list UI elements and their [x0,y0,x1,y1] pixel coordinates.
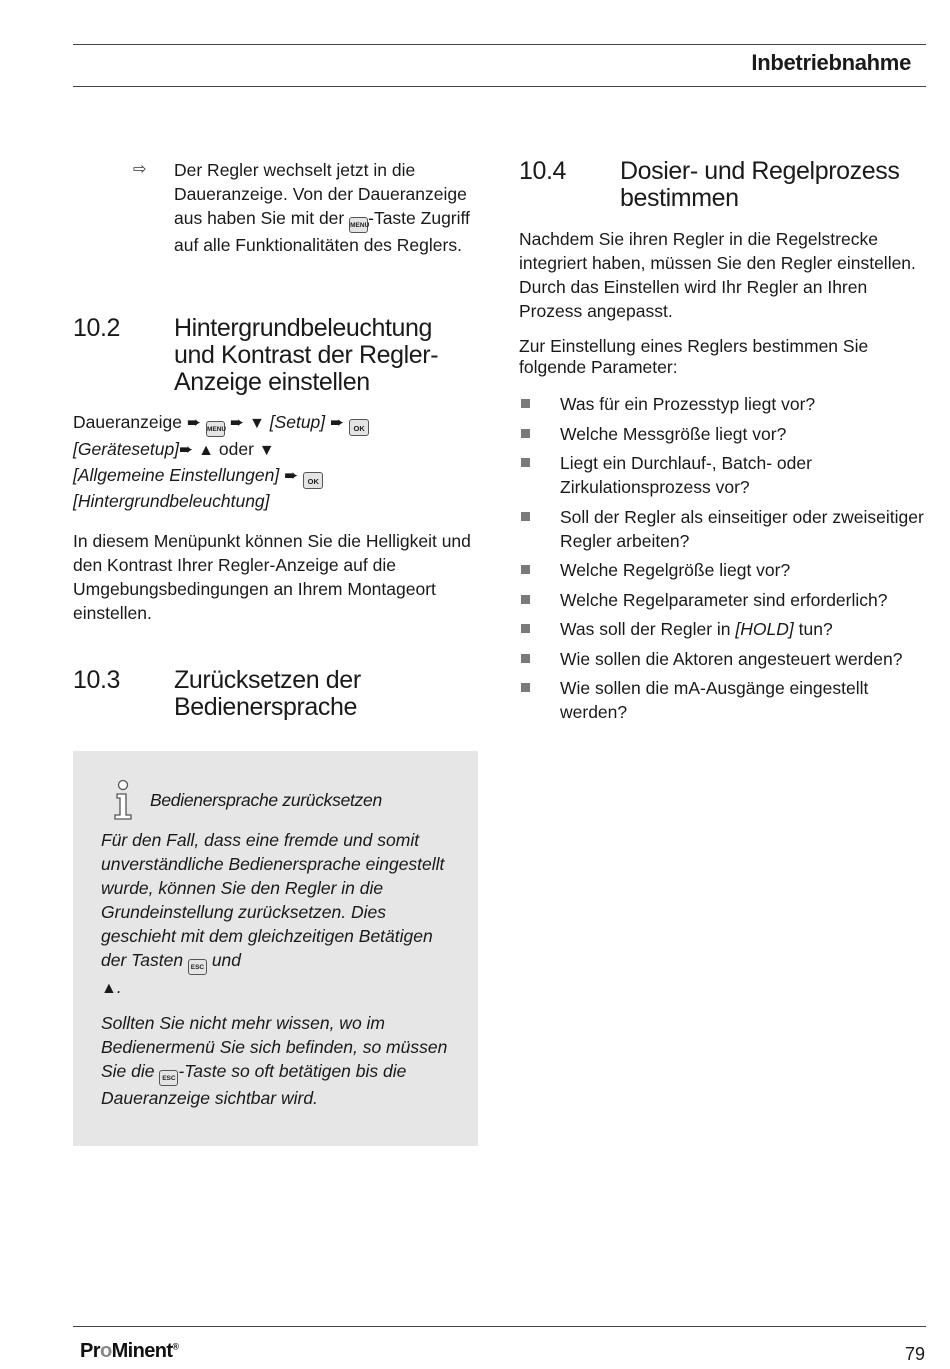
list-item: Was für ein Prozesstyp liegt vor? [519,392,929,416]
list-item: Welche Messgröße liegt vor? [519,422,929,446]
arrow-right-icon: ➨ [186,413,202,432]
arrow-right-icon: ➨ [179,440,194,459]
up-key-icon: ▲ [101,980,117,997]
page-number: 79 [904,1344,925,1364]
menu-path: Daueranzeige ➨ MENU ➨ ▼ [Setup] ➨ OK [Gerätesetup]➨ ▲ oder ▼ [Allgemeine Einstellungen] ➨ OK [Hintergrundbeleuchtung] [73,410,478,513]
left-column [73,158,478,721]
info-icon [109,779,135,821]
square-bullet-icon [521,458,530,467]
prominent-logo: ProMinent® [80,1340,179,1362]
list-item: Liegt ein Durchlauf-, Batch- oder Zirkulationsprozess vor? [519,451,929,499]
esc-key-icon: ESC [188,959,207,975]
list-item: Wie sollen die mA-Ausgänge eingestellt werden? [519,676,929,724]
square-bullet-icon [521,399,530,408]
square-bullet-icon [521,595,530,604]
list-item: Welche Regelgröße liegt vor? [519,558,929,582]
menu-key-icon: MENU [206,421,225,437]
down-key-icon: ▼ [258,442,275,459]
list-item: Wie sollen die Aktoren angesteuert werden? [519,647,929,671]
section-10-3-heading: 10.3 Zurücksetzen der Bedienersprache [73,666,361,721]
arrow-right-icon: ➨ [330,413,345,432]
list-item: Soll der Regler als einseitiger oder zweiseitiger Regler arbeiten? [519,505,929,553]
arrow-right-icon: ➨ [229,413,245,432]
section-10-2-heading: 10.2 Hintergrundbeleuchtung und Kontrast der Regler-Anzeige einstellen [73,314,439,396]
square-bullet-icon [521,512,530,521]
ok-key-icon: OK [349,419,369,436]
info-box-title: Bedienersprache zurücksetzen [150,790,382,810]
ok-key-icon: OK [303,472,323,489]
result-note: ⇨ Der Regler wechselt jetzt in die Daueranzeige. Von der Daueranzeige aus haben Sie mit der MENU-Taste Zugriff auf alle Funktionalitäten des Reglers. [133,160,470,255]
parameter-question-list [519,392,929,724]
square-bullet-icon [521,654,530,663]
section-10-4-lead: Zur Einstellung eines Reglers bestimmen Sie folgende Parameter: [519,336,869,377]
square-bullet-icon [521,565,530,574]
up-key-icon: ▲ [198,442,215,459]
arrow-right-icon: ➨ [284,466,299,485]
info-box-paragraph-1: Für den Fall, dass eine fremde und somit unverständliche Bedienersprache eingestellt wurde, können Sie den Regler in die Grundeinstellung zurücksetzen. Dies geschieht mit dem gleichzeitigen Betätigen der Tasten ESC und ▲. [101,830,445,997]
info-box [73,751,478,1146]
down-key-icon: ▼ [248,415,265,432]
header-title: Inbetriebnahme [751,50,911,75]
section-10-4-heading: 10.4 Dosier- und Regelprozess bestimmen [519,157,900,212]
list-item: Was soll der Regler in [HOLD] tun? [519,617,929,641]
header-rule-bottom [73,86,926,87]
result-arrow-icon: ⇨ [133,161,147,178]
square-bullet-icon [521,683,530,692]
section-10-2-body: In diesem Menüpunkt können Sie die Helligkeit und den Kontrast Ihrer Regler-Anzeige auf die Umgebungsbedingungen an Ihrem Montageort einstellen. [73,531,471,623]
right-column [519,158,929,730]
info-box-paragraph-2: Sollten Sie nicht mehr wissen, wo im Bedienermenü Sie sich befinden, so müssen Sie die ESC -Taste so oft betätigen bis die Daueranzeige sichtbar wird. [101,1013,448,1108]
esc-key-icon: ESC [159,1070,178,1086]
section-10-4-intro: Nachdem Sie ihren Regler in die Regelstrecke integriert haben, müssen Sie den Regler einstellen. Durch das Einstellen wird Ihr Regler an Ihren Prozess angepasst. [519,229,916,321]
list-item: Welche Regelparameter sind erforderlich? [519,588,929,612]
menu-key-icon: MENU [349,217,368,233]
square-bullet-icon [521,624,530,633]
footer-rule [73,1326,926,1327]
header-rule-top [73,44,926,45]
square-bullet-icon [521,429,530,438]
